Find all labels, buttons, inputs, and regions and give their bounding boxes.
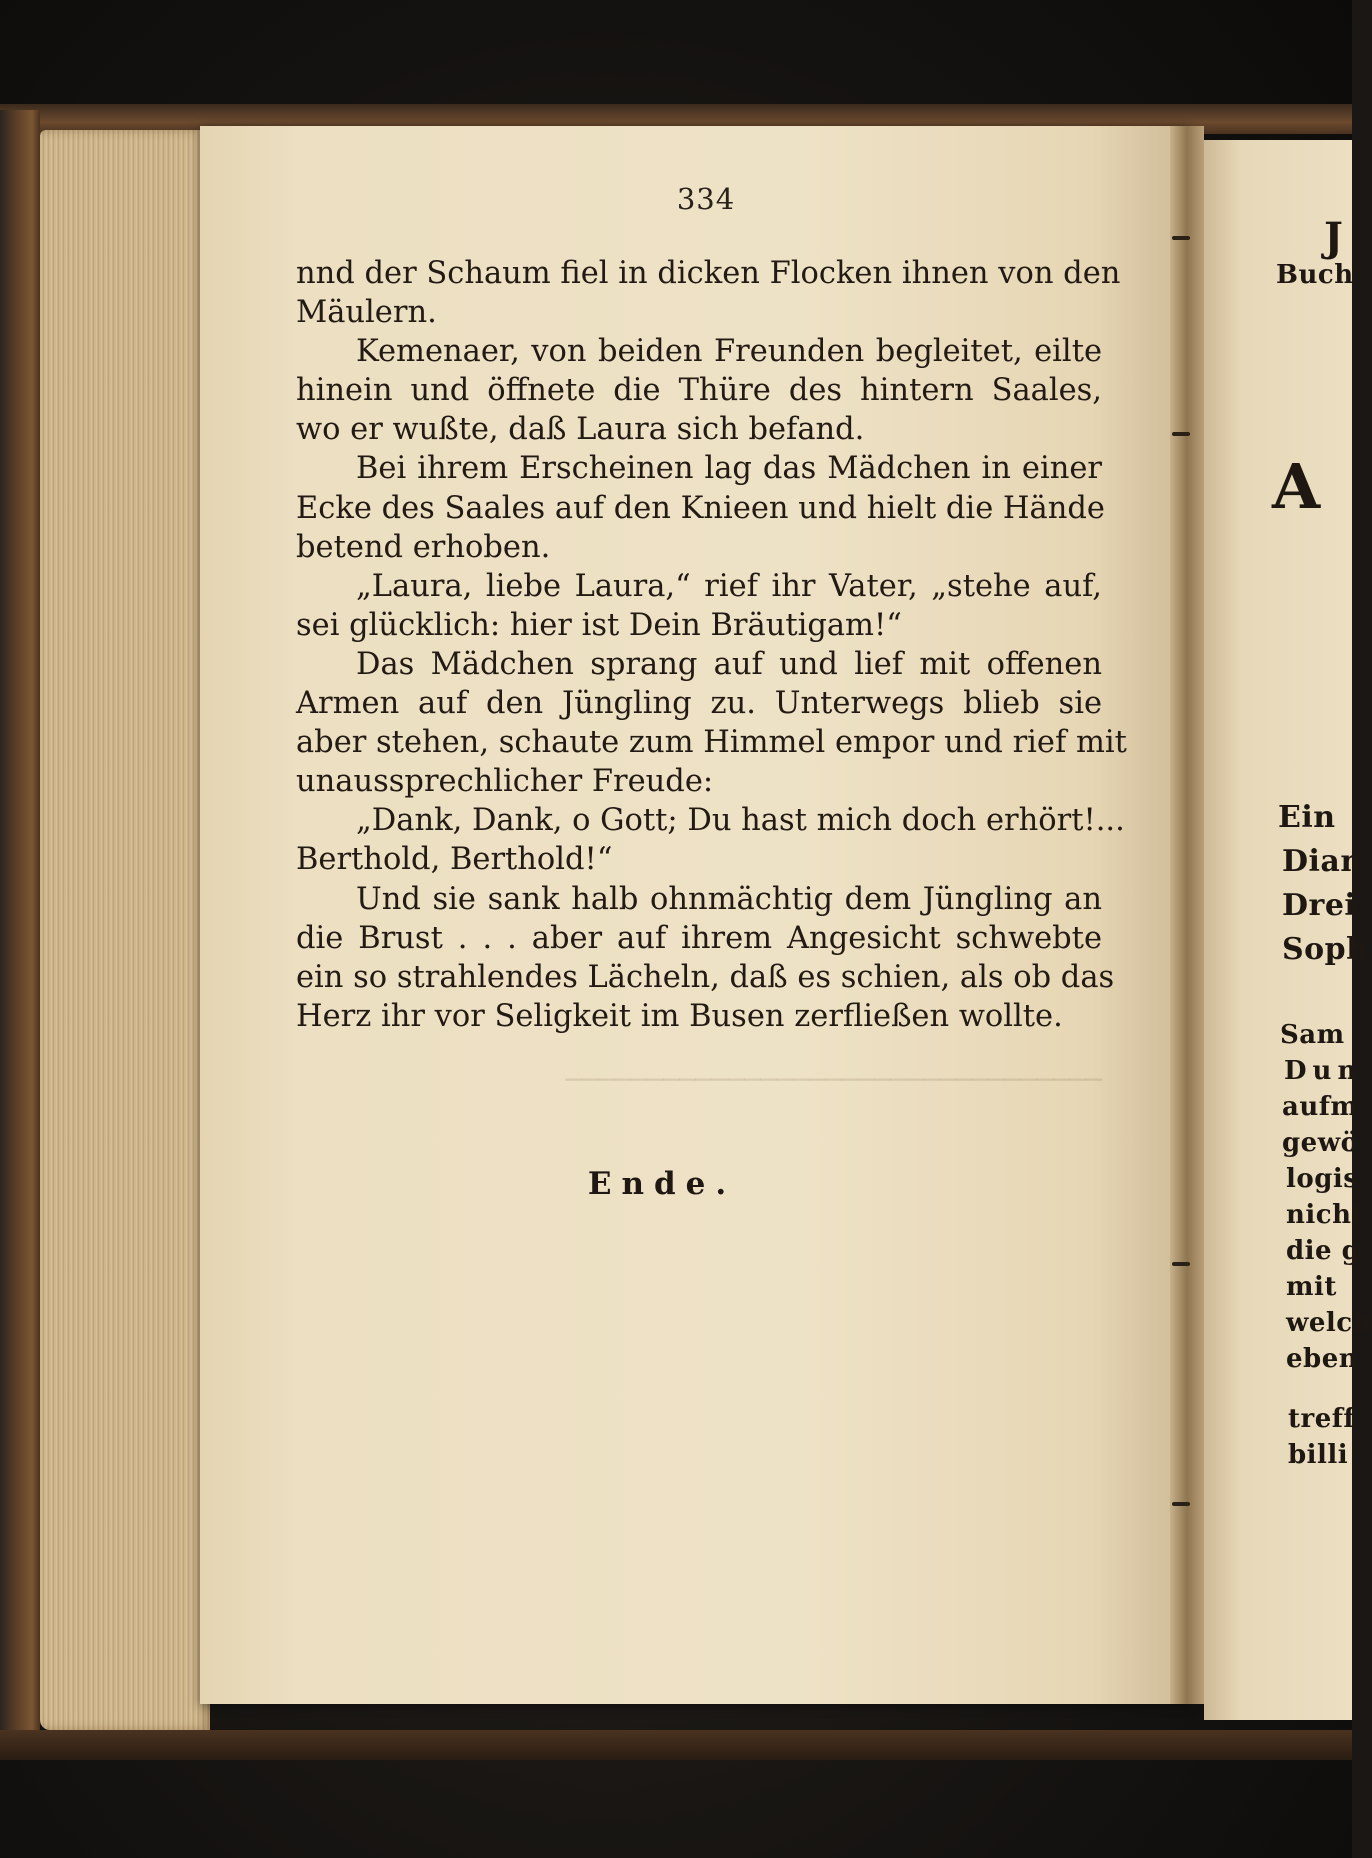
right-page — [1204, 140, 1352, 1720]
text-line: nnd der Schaum fiel in dicken Flocken ihnen von den — [296, 256, 1121, 291]
right-page-fragment: eben — [1286, 1344, 1359, 1374]
end-marker: Ende. — [587, 1166, 737, 1202]
right-page-fragment: Dian — [1282, 844, 1363, 879]
right-page-fragment: billi — [1288, 1440, 1349, 1470]
text-line: „Dank, Dank, o Gott; Du hast mich doch erhört!... — [356, 803, 1125, 839]
text-line: Armen auf den Jüngling zu. Unterwegs blieb sie — [296, 686, 1102, 722]
text-line: Herz ihr vor Seligkeit im Busen zerfließen wollte. — [296, 998, 1063, 1034]
right-page-fragment: Soph — [1282, 932, 1369, 967]
right-page-fragment: welch — [1286, 1308, 1372, 1338]
page-number: 334 — [676, 182, 736, 216]
text-line: ein so strahlendes Lächeln, daß es schien, als ob das — [296, 959, 1115, 995]
text-line: Berthold, Berthold!“ — [296, 842, 613, 878]
right-page-fragment: die g — [1286, 1236, 1361, 1266]
stacked-page-edges — [40, 130, 210, 1730]
right-page-fragment: Ein — [1278, 800, 1336, 835]
text-line: „Laura, liebe Laura,“ rief ihr Vater, „stehe auf, — [356, 568, 1102, 604]
page-body-text — [296, 254, 1127, 1036]
text-line: Ecke des Saales auf den Knieen und hielt die Hände — [296, 490, 1105, 526]
right-page-fragment: mit — [1286, 1272, 1337, 1302]
text-line: sei glücklich: hier ist Dein Bräutigam!“ — [296, 607, 902, 643]
right-page-fragment: aufm — [1282, 1092, 1359, 1122]
binding-thread-mark — [1172, 1502, 1190, 1506]
text-line: Bei ihrem Erscheinen lag das Mädchen in einer — [356, 451, 1102, 487]
right-page-fragment: logis — [1286, 1164, 1359, 1194]
text-line: Das Mädchen sprang auf und lief mit offenen — [356, 646, 1102, 682]
binding-thread-mark — [1172, 236, 1190, 240]
book-cover-left-edge — [0, 110, 40, 1750]
text-line: Und sie sank halb ohnmächtig dem Jüngling an — [356, 881, 1102, 917]
binding-thread-mark — [1172, 1262, 1190, 1266]
text-line: hinein und öffnete die Thüre des hintern Saales, — [296, 373, 1102, 409]
text-line: betend erhoben. — [296, 529, 551, 565]
text-line: Kemenaer, von beiden Freunden begleitet, eilte — [356, 334, 1102, 370]
text-line: die Brust . . . aber auf ihrem Angesicht schwebte — [296, 920, 1102, 956]
bleed-through-texture: ───────────────────────────────── — [565, 1065, 1102, 1096]
book-gutter — [1170, 126, 1204, 1704]
right-page-fragment: Sam — [1280, 1020, 1345, 1050]
right-page-fragment: Buch — [1276, 260, 1354, 290]
right-page-fragment: gewö — [1282, 1128, 1359, 1158]
binding-thread-mark — [1172, 432, 1190, 436]
right-page-fragment: Dun — [1284, 1056, 1363, 1086]
right-page-fragment: treff — [1288, 1404, 1356, 1434]
right-page-fragment: nicht — [1286, 1200, 1365, 1230]
text-line: aber stehen, schaute zum Himmel empor und rief mit — [296, 725, 1127, 761]
book-cover-bottom-edge — [0, 1730, 1352, 1760]
text-line: Mäulern. — [296, 295, 437, 331]
text-line: wo er wußte, daß Laura sich befand. — [296, 412, 865, 448]
text-line: unaussprechlicher Freude: — [296, 764, 714, 800]
right-page-fragment: Drei — [1282, 888, 1357, 923]
right-page-fragment: J — [1324, 214, 1344, 261]
right-page-fragment: A — [1272, 450, 1321, 523]
